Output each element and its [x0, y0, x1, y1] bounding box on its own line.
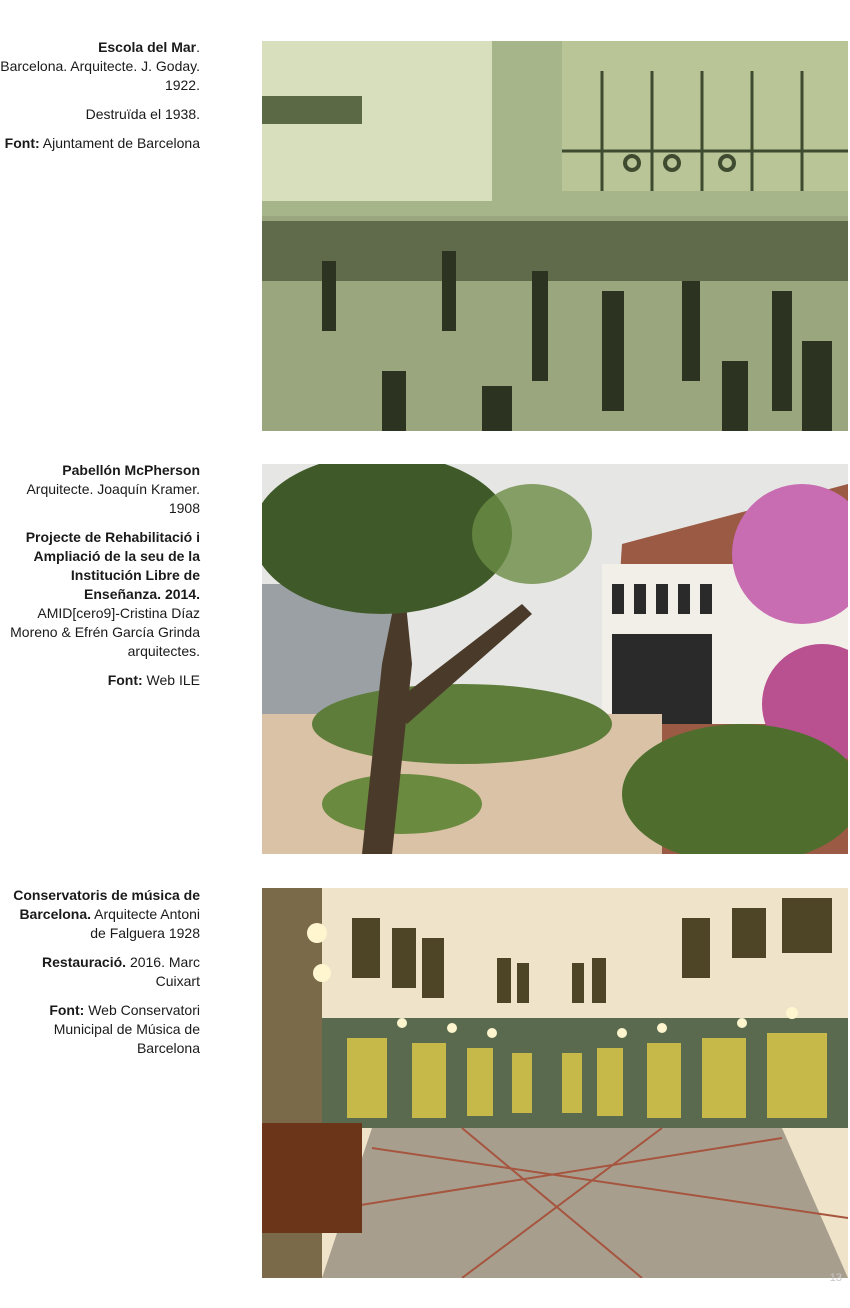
caption-title: Pabellón McPherson: [62, 462, 200, 478]
caption-title: Conservatoris de música de Barcelona.: [13, 887, 200, 922]
caption-conservatori: Conservatoris de música de Barcelona. Arquitecte Antoni de Falguera 1928 Restauració. 2016. Marc Cuixart Font: Web Conservatori Municipal de Música de Barcelona: [0, 886, 200, 1068]
caption-details: Barcelona. Arquitecte. J. Goday. 1922.: [0, 58, 200, 93]
caption-project-authors: AMID[cero9]-Cristina Díaz Moreno & Efrén García Grinda arquitectes.: [10, 605, 200, 659]
caption-pabellon-mcpherson: [0, 461, 200, 700]
caption-note: Destruïda el 1938.: [85, 106, 200, 122]
caption-source: Font: Ajuntament de Barcelona: [4, 135, 200, 151]
caption-source: Font: Web ILE: [107, 672, 200, 688]
photo-pabellon-mcpherson: [262, 464, 848, 854]
page-number: 13: [829, 1272, 842, 1284]
caption-project-title: Projecte de Rehabilitació i Ampliació de la seu de la Institución Libre de Enseñanza. 2014.: [25, 529, 200, 602]
photo-conservatori: [262, 888, 848, 1278]
caption-escola-del-mar: Escola del Mar. Barcelona. Arquitecte. J. Goday. 1922. Destruïda el 1938. Font: Ajuntament de Barcelona: [0, 39, 200, 151]
caption-source: Font: Web Conservatori Municipal de Música de Barcelona: [49, 1002, 200, 1056]
photo-escola-del-mar: [262, 41, 848, 431]
caption-details: Arquitecte. Joaquín Kramer. 1908: [26, 481, 200, 516]
caption-title: Escola del Mar: [98, 39, 197, 55]
caption-details: Arquitecte Antoni de Falguera 1928: [90, 906, 200, 941]
